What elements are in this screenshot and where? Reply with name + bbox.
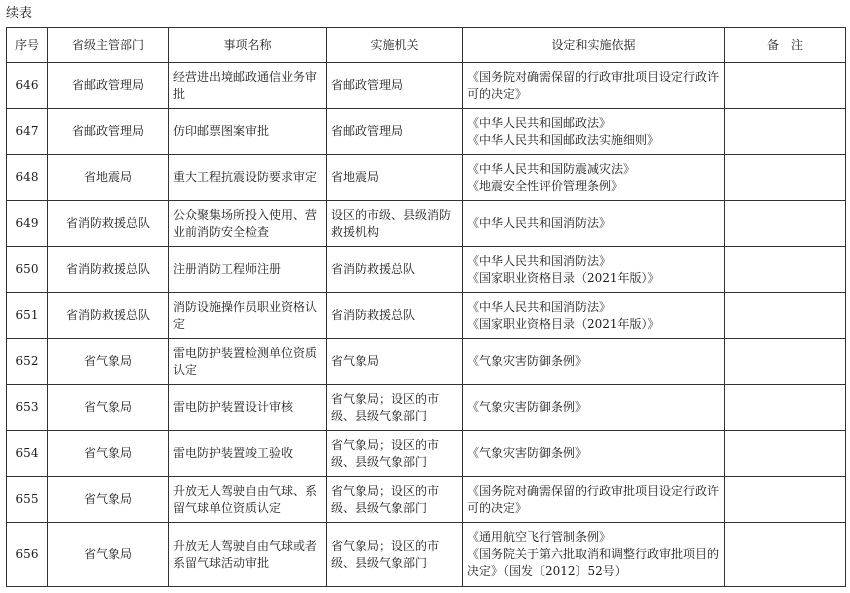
- row-number: 655: [7, 477, 48, 523]
- basis-line: 《国务院对确需保留的行政审批项目设定行政许可的决定》: [467, 69, 720, 101]
- row-basis: [463, 247, 725, 293]
- row-item-name: 公众聚集场所投入使用、营业前消防安全检查: [169, 201, 327, 247]
- basis-line: 《中华人民共和国邮政法》: [467, 115, 612, 130]
- row-dept: 省消防救援总队: [48, 201, 169, 247]
- row-basis: [463, 201, 725, 247]
- basis-line: 《中华人民共和国消防法》: [467, 216, 612, 230]
- row-remark: [725, 109, 846, 155]
- row-number: 649: [7, 201, 48, 247]
- basis-line: 《中华人民共和国消防法》: [467, 299, 612, 314]
- row-basis: [463, 477, 725, 523]
- row-agency: 设区的市级、县级消防救援机构: [327, 201, 463, 247]
- row-item-name: 升放无人驾驶自由气球、系留气球单位资质认定: [169, 477, 327, 523]
- row-agency: 省消防救援总队: [327, 293, 463, 339]
- row-basis: [463, 293, 725, 339]
- table-row: [7, 109, 846, 155]
- row-remark: [725, 385, 846, 431]
- row-remark: [725, 201, 846, 247]
- row-agency: 省气象局: [327, 339, 463, 385]
- table-row: [7, 63, 846, 109]
- row-agency: 省消防救援总队: [327, 247, 463, 293]
- table-header-row: [7, 28, 846, 63]
- table-caption: 续表: [6, 6, 33, 21]
- row-number: 647: [7, 109, 48, 155]
- row-remark: [725, 63, 846, 109]
- header-basis: 设定和实施依据: [463, 28, 725, 63]
- basis-line: 《通用航空飞行管制条例》: [467, 530, 612, 544]
- row-item-name: 经营进出境邮政通信业务审批: [169, 63, 327, 109]
- basis-line: 《国务院对确需保留的行政审批项目设定行政许可的决定》: [467, 483, 720, 515]
- table-row: [7, 339, 846, 385]
- header-item: 事项名称: [169, 28, 327, 63]
- row-dept: 省气象局: [48, 385, 169, 431]
- basis-line: 《中华人民共和国防震减灾法》: [467, 161, 636, 176]
- row-dept: 省气象局: [48, 339, 169, 385]
- row-item-name: 仿印邮票图案审批: [169, 109, 327, 155]
- row-item-name: 注册消防工程师注册: [169, 247, 327, 293]
- row-dept: 省气象局: [48, 477, 169, 523]
- row-agency: 省地震局: [327, 155, 463, 201]
- row-number: 656: [7, 523, 48, 587]
- row-dept: 省邮政管理局: [48, 63, 169, 109]
- row-number: 653: [7, 385, 48, 431]
- basis-line: 《气象灾害防御条例》: [467, 400, 588, 414]
- row-number: 648: [7, 155, 48, 201]
- basis-line: 《国家职业资格目录（2021年版）》: [467, 270, 660, 285]
- table-row: [7, 523, 846, 587]
- table-row: [7, 477, 846, 523]
- row-agency: 省邮政管理局: [327, 109, 463, 155]
- row-basis: [463, 523, 725, 587]
- basis-line: 《国家职业资格目录（2021年版）》: [467, 316, 660, 331]
- row-number: 650: [7, 247, 48, 293]
- row-agency: 省气象局；设区的市级、县级气象部门: [327, 431, 463, 477]
- header-agency: 实施机关: [327, 28, 463, 63]
- row-agency: 省邮政管理局: [327, 63, 463, 109]
- row-number: 652: [7, 339, 48, 385]
- row-dept: 省邮政管理局: [48, 109, 169, 155]
- basis-line: 《气象灾害防御条例》: [467, 446, 588, 460]
- table-row: [7, 155, 846, 201]
- row-number: 646: [7, 63, 48, 109]
- row-number: 654: [7, 431, 48, 477]
- row-item-name: 消防设施操作员职业资格认定: [169, 293, 327, 339]
- row-basis: [463, 63, 725, 109]
- basis-line: 《中华人民共和国邮政法实施细则》: [467, 132, 660, 147]
- row-item-name: 升放无人驾驶自由气球或者系留气球活动审批: [169, 523, 327, 587]
- basis-line: 《中华人民共和国消防法》: [467, 253, 612, 268]
- basis-line: 《国务院关于第六批取消和调整行政审批项目的决定》（国发〔2012〕52号）: [467, 547, 720, 578]
- row-remark: [725, 523, 846, 587]
- row-dept: 省气象局: [48, 523, 169, 587]
- row-item-name: 雷电防护装置设计审核: [169, 385, 327, 431]
- basis-line: 《气象灾害防御条例》: [467, 354, 588, 368]
- row-basis: [463, 109, 725, 155]
- row-item-name: 雷电防护装置检测单位资质认定: [169, 339, 327, 385]
- row-remark: [725, 431, 846, 477]
- table-row: [7, 247, 846, 293]
- row-number: 651: [7, 293, 48, 339]
- row-dept: 省气象局: [48, 431, 169, 477]
- row-remark: [725, 477, 846, 523]
- table-row: [7, 293, 846, 339]
- row-agency: 省气象局；设区的市级、县级气象部门: [327, 523, 463, 587]
- row-item-name: 重大工程抗震设防要求审定: [169, 155, 327, 201]
- table-row: [7, 385, 846, 431]
- row-remark: [725, 293, 846, 339]
- row-remark: [725, 155, 846, 201]
- header-no: 序号: [7, 28, 48, 63]
- row-item-name: 雷电防护装置竣工验收: [169, 431, 327, 477]
- row-dept: 省消防救援总队: [48, 247, 169, 293]
- row-basis: [463, 431, 725, 477]
- row-agency: 省气象局；设区的市级、县级气象部门: [327, 477, 463, 523]
- table-row: [7, 431, 846, 477]
- header-dept: 省级主管部门: [48, 28, 169, 63]
- header-remark: 备 注: [725, 28, 846, 63]
- row-agency: 省气象局；设区的市级、县级气象部门: [327, 385, 463, 431]
- row-dept: 省消防救援总队: [48, 293, 169, 339]
- row-remark: [725, 339, 846, 385]
- row-basis: [463, 385, 725, 431]
- table-row: [7, 201, 846, 247]
- approval-items-table: [6, 27, 846, 587]
- basis-line: 《地震安全性评价管理条例》: [467, 178, 624, 193]
- row-basis: [463, 155, 725, 201]
- row-dept: 省地震局: [48, 155, 169, 201]
- row-basis: [463, 339, 725, 385]
- row-remark: [725, 247, 846, 293]
